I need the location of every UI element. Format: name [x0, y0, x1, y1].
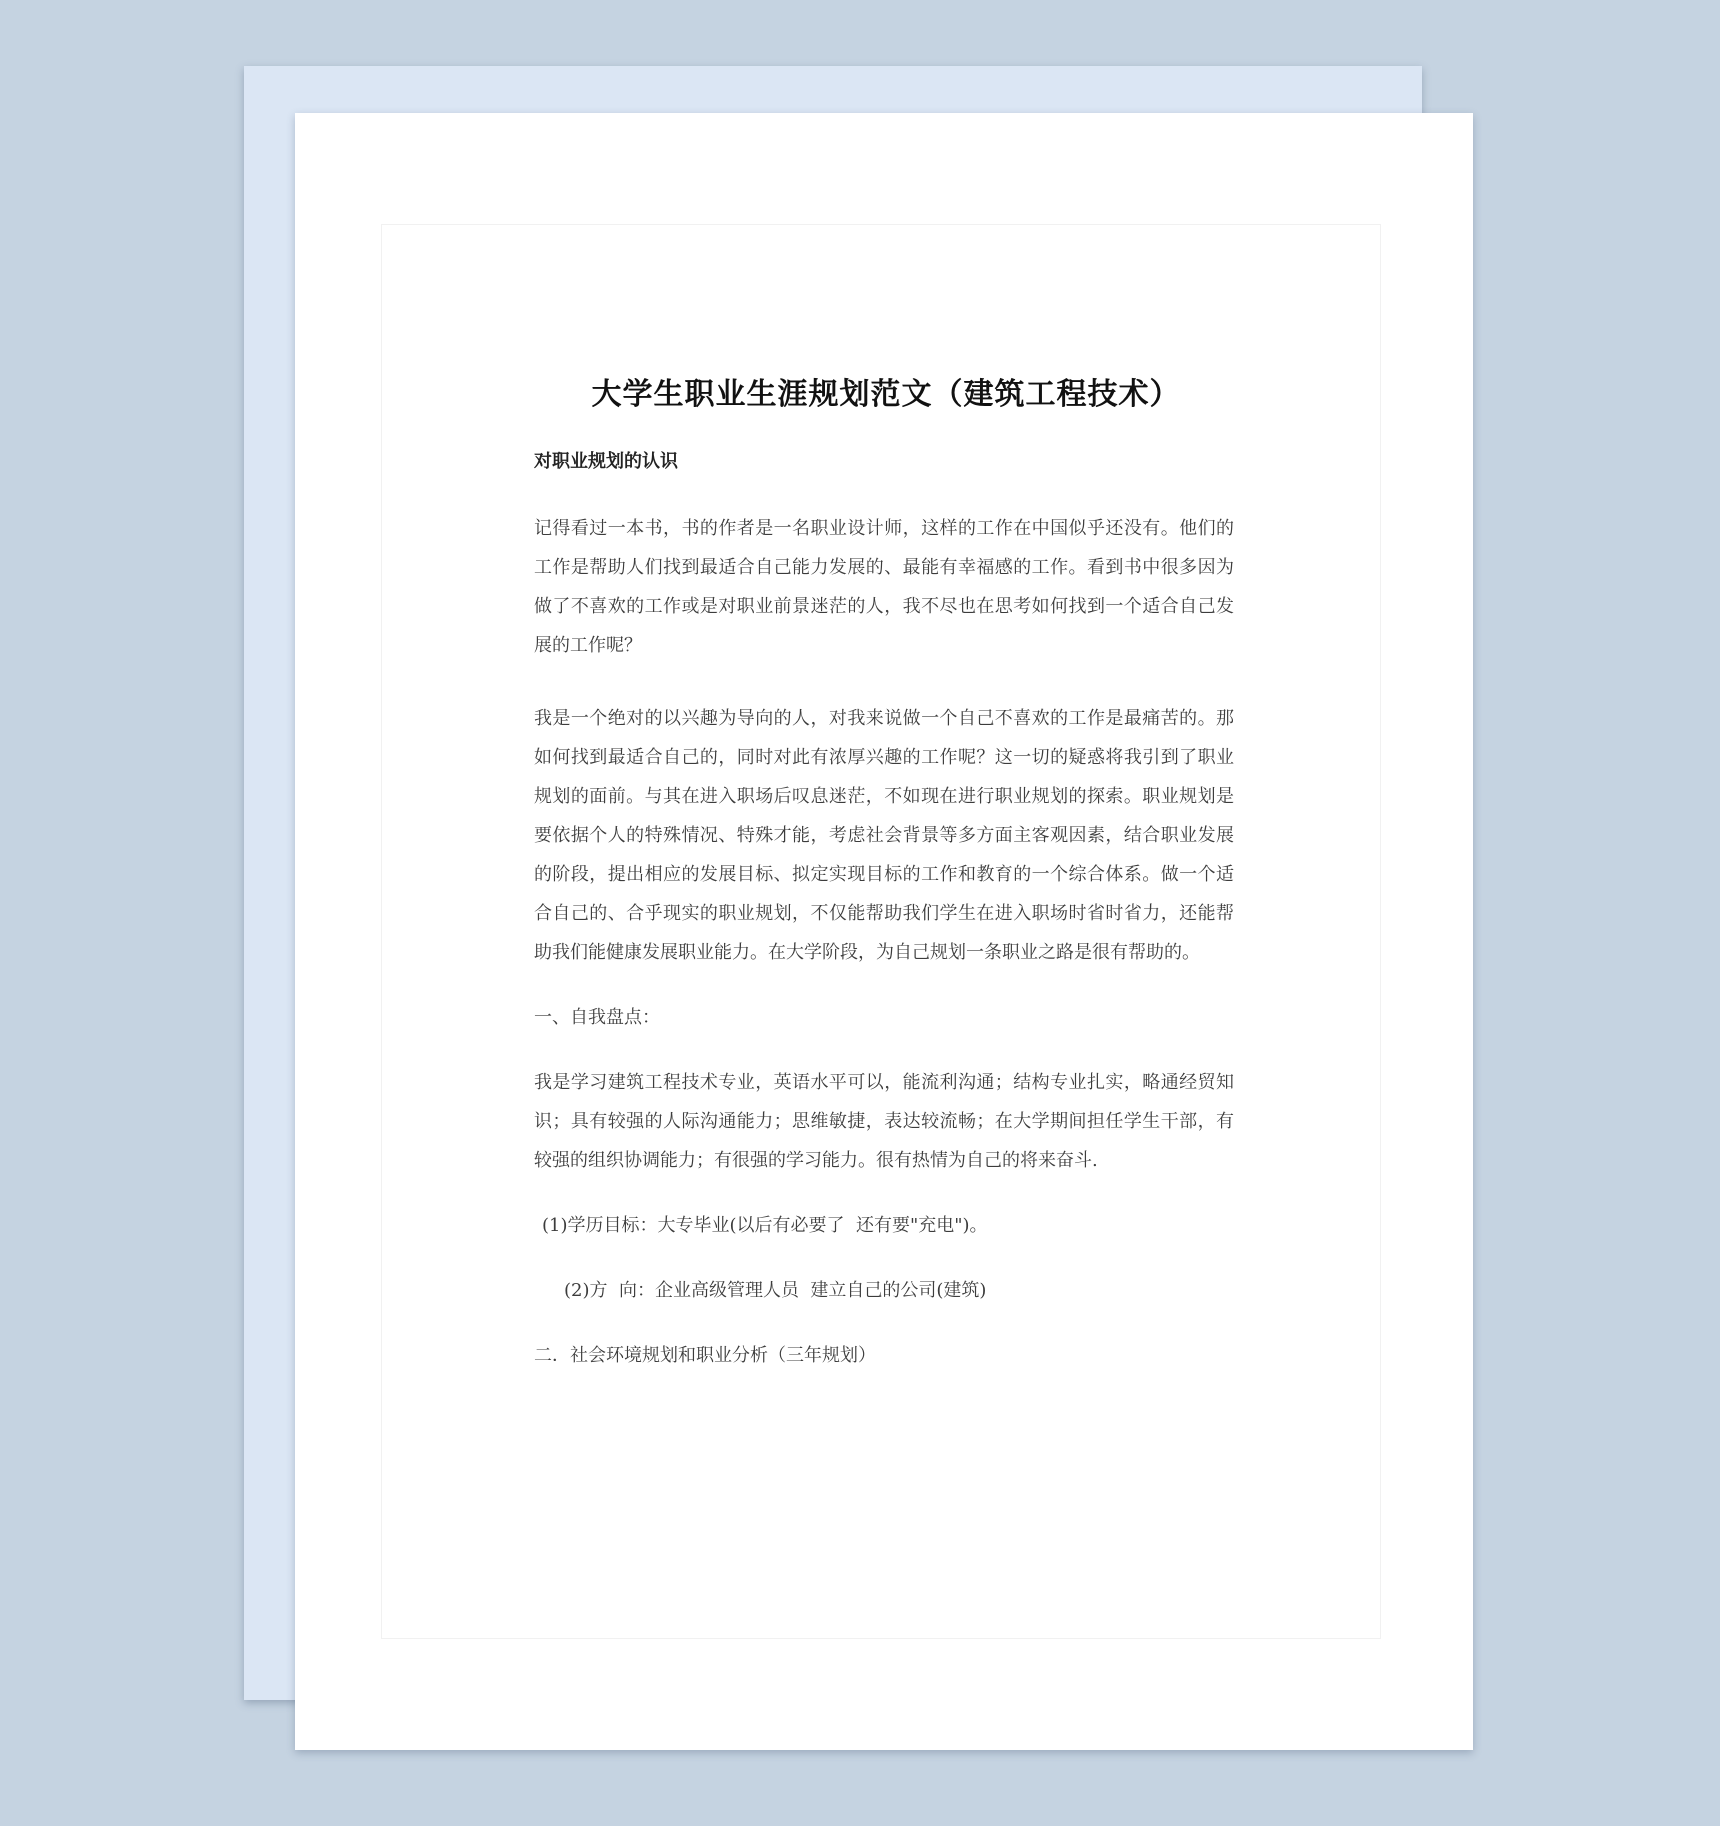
section-1-paragraph: 我是学习建筑工程技术专业，英语水平可以，能流利沟通；结构专业扎实，略通经贸知识；具有较强的人际沟通能力；思维敏捷，表达较流畅；在大学期间担任学生干部，有较强的组织协调能力；有很强的学习能力。很有热情为自己的将来奋斗.: [534, 1072, 1234, 1171]
document-title: 大学生职业生涯规划范文（建筑工程技术）: [591, 377, 1181, 412]
document-body: [534, 375, 1234, 1375]
section-1-heading: 一、自我盘点：: [534, 1007, 660, 1028]
list-item-direction: (2)方 向：企业高级管理人员 建立自己的公司(建筑): [564, 1280, 987, 1301]
list-item-education-goal: (1)学历目标：大专毕业(以后有必要了 还有要"充电")。: [542, 1215, 988, 1236]
section-2-heading: 二．社会环境规划和职业分析（三年规划）: [534, 1345, 876, 1366]
document-page: [295, 113, 1473, 1750]
subheading-career-planning: 对职业规划的认识: [534, 451, 678, 472]
paragraph-1: 记得看过一本书，书的作者是一名职业设计师，这样的工作在中国似乎还没有。他们的工作是帮助人们找到最适合自己能力发展的、最能有幸福感的工作。看到书中很多因为做了不喜欢的工作或是对职业前景迷茫的人，我不尽也在思考如何找到一个适合自己发展的工作呢？: [534, 518, 1234, 656]
paragraph-2: 我是一个绝对的以兴趣为导向的人，对我来说做一个自己不喜欢的工作是最痛苦的。那如何找到最适合自己的，同时对此有浓厚兴趣的工作呢？这一切的疑惑将我引到了职业规划的面前。与其在进入职场后叹息迷茫，不如现在进行职业规划的探索。职业规划是要依据个人的特殊情况、特殊才能，考虑社会背景等多方面主客观因素，结合职业发展的阶段，提出相应的发展目标、拟定实现目标的工作和教育的一个综合体系。做一个适合自己的、合乎现实的职业规划，不仅能帮助我们学生在进入职场时省时省力，还能帮助我们能健康发展职业能力。在大学阶段，为自己规划一条职业之路是很有帮助的。: [534, 708, 1234, 963]
